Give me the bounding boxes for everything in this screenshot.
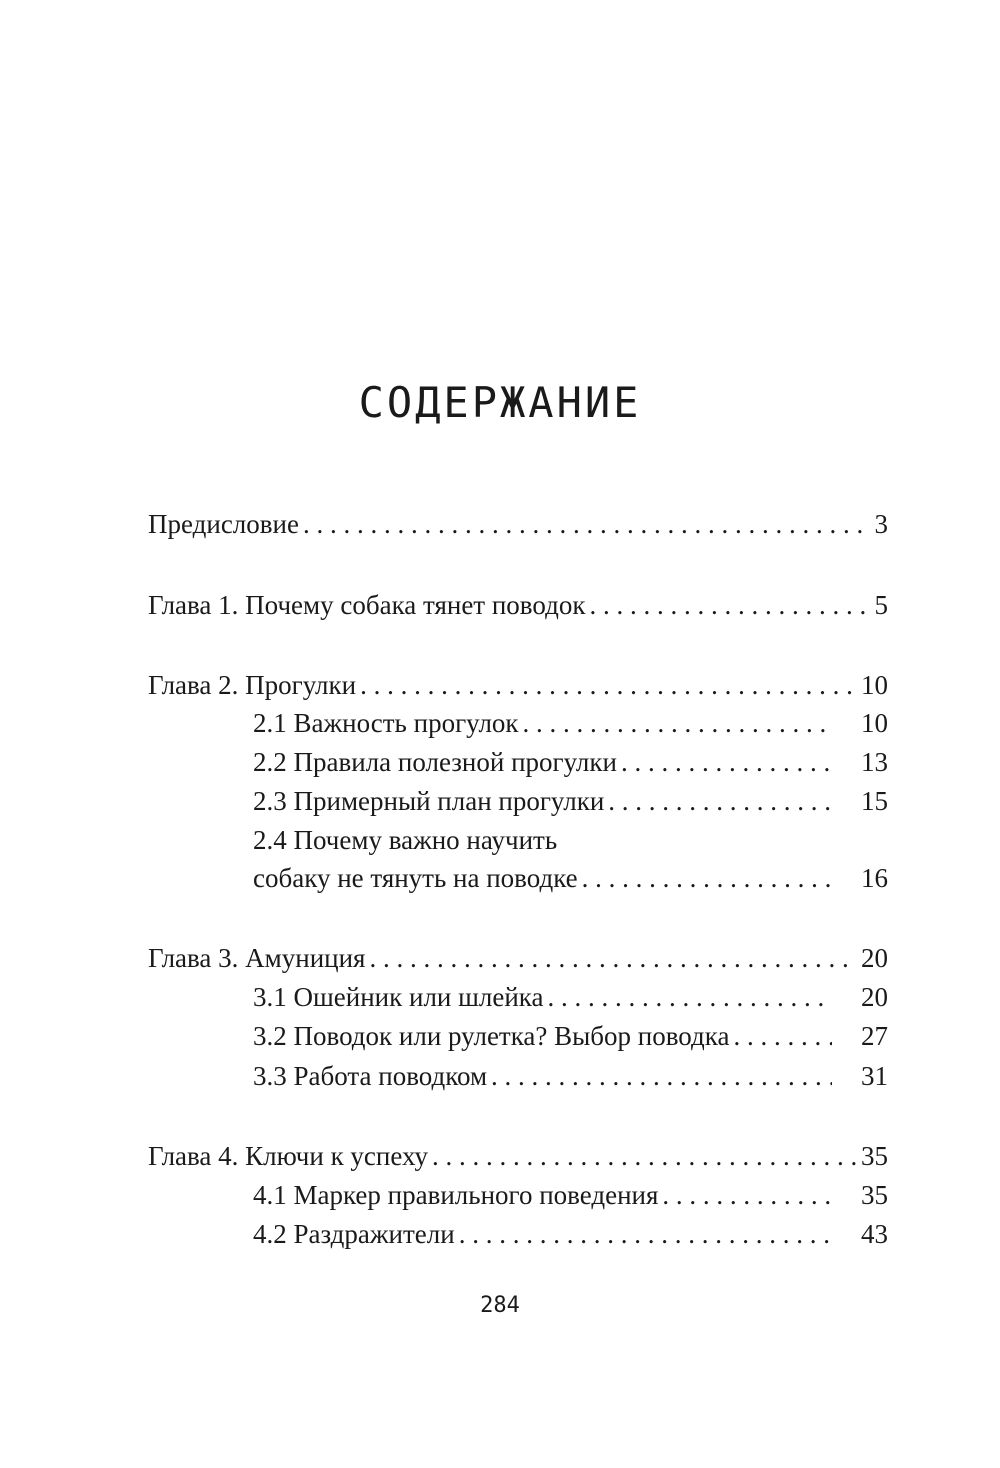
dot-leader [303, 506, 871, 542]
toc-entry-label: собаку не тянуть на поводке [253, 863, 578, 893]
toc-entry-label: Глава 3. Амуниция [148, 943, 366, 973]
toc-page-number: 35 [861, 1141, 888, 1171]
toc-entry-section-2-1[interactable] [253, 705, 888, 741]
toc-entry-section-2-4[interactable] [253, 860, 888, 896]
toc-page-number: 35 [861, 1180, 888, 1210]
toc-entry-label: 3.1 Ошейник или шлейка [253, 982, 544, 1012]
toc-entry-section-2-2[interactable] [253, 744, 888, 780]
dot-leader [432, 1138, 857, 1174]
toc-page-number: 5 [874, 590, 888, 620]
toc-page-number: 10 [861, 670, 888, 700]
toc-entry-section-4-1[interactable] [253, 1177, 888, 1213]
dot-leader [548, 979, 832, 1015]
dot-leader [733, 1018, 832, 1054]
toc-entry-label: 3.2 Поводок или рулетка? Выбор поводка [253, 1021, 730, 1051]
toc-entry-section-3-2[interactable] [253, 1018, 888, 1054]
dot-leader [621, 744, 832, 780]
toc-page-number: 27 [861, 1021, 888, 1051]
page-title: СОДЕРЖАНИЕ [358, 378, 642, 427]
page-number: 284 [480, 1293, 520, 1318]
toc-entry-chapter-2[interactable] [148, 667, 888, 703]
toc-entry-preface[interactable] [148, 506, 888, 542]
dot-leader [589, 587, 870, 623]
toc-entry-section-2-3[interactable] [253, 783, 888, 819]
toc-page-number: 10 [861, 708, 888, 738]
toc-entry-label: 3.3 Работа поводком [253, 1061, 488, 1091]
dot-leader [491, 1058, 832, 1094]
toc-page-number: 16 [861, 863, 888, 893]
toc-page-number: 43 [861, 1219, 888, 1249]
dot-leader [662, 1177, 832, 1213]
dot-leader [523, 705, 832, 741]
dot-leader [369, 940, 857, 976]
dot-leader [360, 667, 857, 703]
toc-entry-label: Глава 1. Почему собака тянет поводок [148, 590, 586, 620]
toc-entry-label: 2.3 Примерный план прогулки [253, 786, 605, 816]
toc-entry-label: 2.1 Важность прогулок [253, 708, 519, 738]
toc-entry-chapter-4[interactable] [148, 1138, 888, 1174]
toc-page-number: 15 [861, 786, 888, 816]
toc-page-number: 31 [861, 1061, 888, 1091]
toc-entry-label: 4.1 Маркер правильного поведения [253, 1180, 659, 1210]
toc-entry-label: Предисловие [148, 509, 299, 539]
toc-page-number: 20 [861, 982, 888, 1012]
toc-entry-chapter-3[interactable] [148, 940, 888, 976]
toc-entry-label: Глава 2. Прогулки [148, 670, 357, 700]
toc-page-number: 3 [874, 509, 888, 539]
toc-entry-label: Глава 4. Ключи к успеху [148, 1141, 428, 1171]
toc-entry-section-2-4-line1: 2.4 Почему важно научить [253, 825, 558, 855]
toc-entry-section-3-1[interactable] [253, 979, 888, 1015]
toc-entry-label: 4.2 Раздражители [253, 1219, 455, 1249]
toc-entry-label: 2.2 Правила полезной прогулки [253, 747, 617, 777]
dot-leader [582, 860, 832, 896]
toc-entry-section-4-2[interactable] [253, 1216, 888, 1252]
dot-leader [459, 1216, 832, 1252]
dot-leader [608, 783, 832, 819]
toc-page-number: 13 [861, 747, 888, 777]
toc-entry-section-3-3[interactable] [253, 1058, 888, 1094]
toc-entry-chapter-1[interactable] [148, 587, 888, 623]
toc-page-number: 20 [861, 943, 888, 973]
